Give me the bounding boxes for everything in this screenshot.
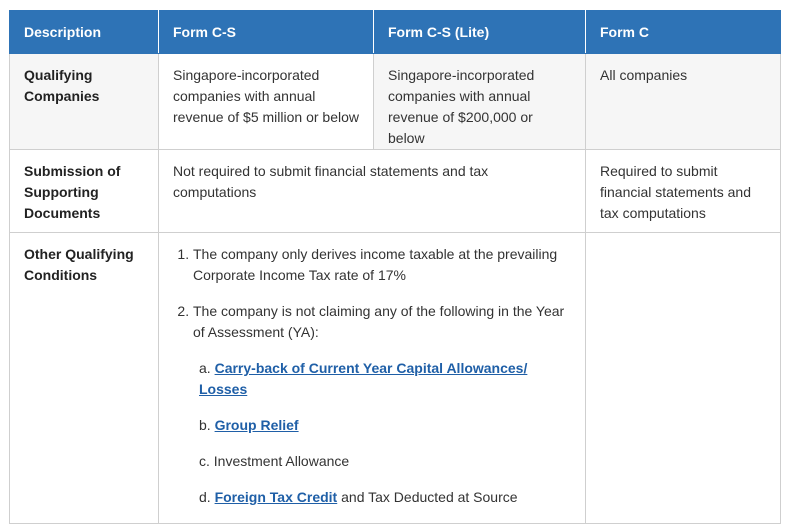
sub-text: Investment Allowance bbox=[213, 453, 350, 469]
sub-condition-item bbox=[199, 358, 571, 400]
sub-marker: d. bbox=[199, 489, 211, 505]
sub-marker: b. bbox=[199, 417, 211, 433]
forms-comparison-table bbox=[9, 10, 781, 524]
cell-cs-submission: Not required to submit financial statements and tax computations bbox=[159, 150, 586, 233]
header-form-cs: Form C-S bbox=[159, 11, 374, 54]
condition-item: 1. The company only derives income taxable at the prevailing Corporate Income Tax rate of 17% bbox=[193, 244, 571, 286]
cell-cs-qualifying: Singapore-incorporated companies with annual revenue of $5 million or below bbox=[159, 54, 374, 150]
table-row bbox=[10, 150, 781, 233]
sub-condition-item bbox=[199, 487, 571, 508]
cell-cs-lite-qualifying: Singapore-incorporated companies with annual revenue of $200,000 or below bbox=[374, 54, 586, 150]
cell-cs-other bbox=[159, 233, 586, 524]
table-header-row bbox=[10, 11, 781, 54]
cell-c-other bbox=[586, 233, 781, 524]
conditions-list bbox=[173, 244, 571, 508]
carry-back-link[interactable]: Carry-back of Current Year Capital Allowances/ Losses bbox=[199, 360, 528, 397]
sub-marker: a. bbox=[199, 360, 211, 376]
table-row bbox=[10, 233, 781, 524]
row-label-qualifying: Qualifying Companies bbox=[10, 54, 159, 150]
condition-item bbox=[193, 301, 571, 508]
sub-condition-item bbox=[199, 415, 571, 436]
row-label-other: Other Qualifying Conditions bbox=[10, 233, 159, 524]
sub-marker: c. bbox=[199, 453, 210, 469]
sub-condition-item bbox=[199, 451, 571, 472]
cell-c-qualifying: All companies bbox=[586, 54, 781, 150]
cell-c-submission: Required to submit financial statements and tax computations bbox=[586, 150, 781, 233]
condition-text: The company is not claiming any of the following in the Year of Assessment (YA): bbox=[193, 303, 565, 340]
foreign-tax-credit-link[interactable]: Foreign Tax Credit bbox=[214, 489, 338, 505]
table-row bbox=[10, 54, 781, 150]
header-form-c: Form C bbox=[586, 11, 781, 54]
row-label-submission: Submission of Supporting Documents bbox=[10, 150, 159, 233]
header-form-cs-lite: Form C-S (Lite) bbox=[374, 11, 586, 54]
group-relief-link[interactable]: Group Relief bbox=[214, 417, 299, 433]
sub-conditions-list bbox=[193, 358, 571, 508]
sub-text: and Tax Deducted at Source bbox=[337, 489, 518, 505]
header-description: Description bbox=[10, 11, 159, 54]
